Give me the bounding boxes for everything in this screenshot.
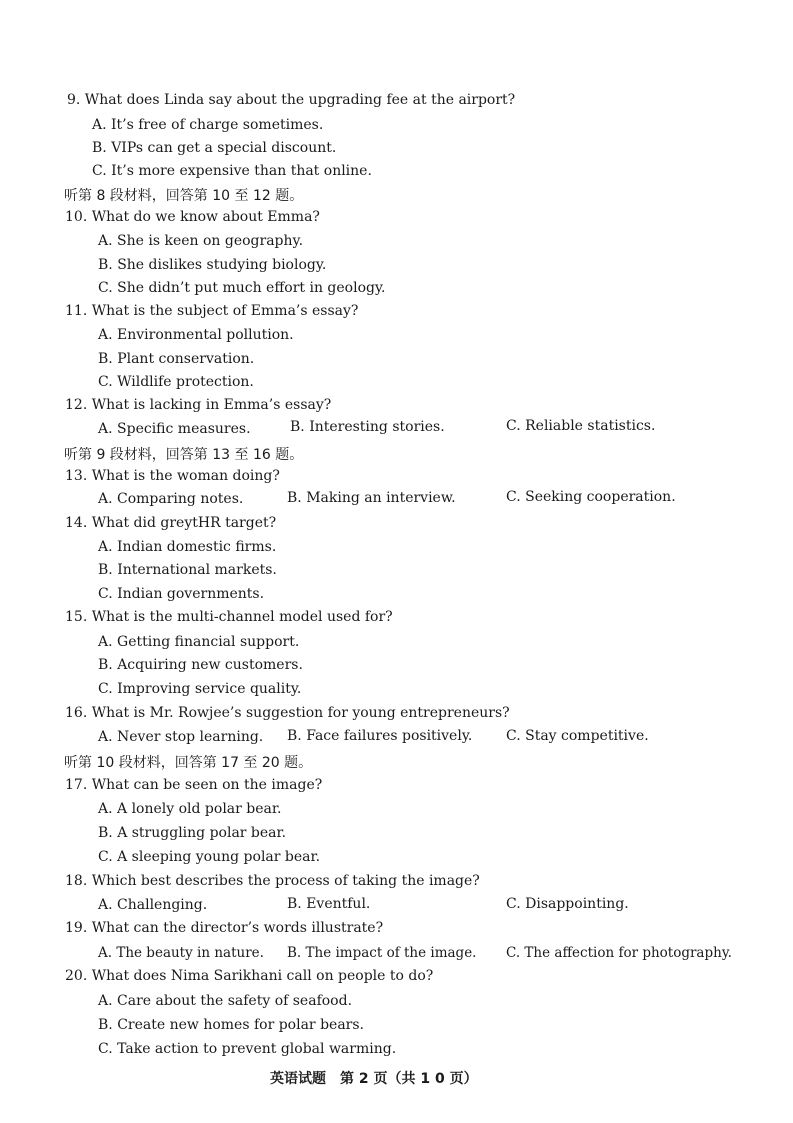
section-10-heading: 听第 10 段材料，回答第 17 至 20 题。 [64, 755, 313, 771]
question-19-option-b: B. The impact of the image. [287, 945, 477, 961]
question-17-option-b: B. A struggling polar bear. [98, 825, 287, 841]
question-12-option-a: A. Specific measures. [98, 421, 251, 437]
question-11-option-a: A. Environmental pollution. [98, 327, 294, 343]
question-13-option-b: B. Making an interview. [287, 490, 456, 506]
question-19-option-c: C. The affection for photography. [506, 945, 732, 961]
question-19-stem: 19. What can the director’s words illustrate? [65, 920, 384, 936]
question-20-option-b: B. Create new homes for polar bears. [98, 1017, 364, 1033]
question-14-option-a: A. Indian domestic firms. [98, 539, 277, 555]
question-18-option-a: A. Challenging. [98, 897, 208, 913]
question-16-option-c: C. Stay competitive. [506, 728, 649, 744]
question-9-option-c: C. It’s more expensive than that online. [92, 163, 372, 179]
question-18-stem: 18. Which best describes the process of taking the image? [65, 873, 480, 889]
question-9-option-a: A. It’s free of charge sometimes. [92, 117, 324, 133]
section-8-heading: 听第 8 段材料，回答第 10 至 12 题。 [64, 188, 304, 204]
question-9-stem: 9. What does Linda say about the upgrading fee at the airport? [67, 92, 516, 108]
question-14-stem: 14. What did greytHR target? [65, 515, 277, 531]
question-20-stem: 20. What does Nima Sarikhani call on people to do? [65, 968, 434, 984]
question-12-stem: 12. What is lacking in Emma’s essay? [65, 397, 332, 413]
question-19-option-a: A. The beauty in nature. [98, 945, 264, 961]
question-16-option-a: A. Never stop learning. [98, 729, 264, 745]
question-15-stem: 15. What is the multi-channel model used for? [65, 609, 393, 625]
question-12-option-c: C. Reliable statistics. [506, 418, 656, 434]
question-17-option-c: C. A sleeping young polar bear. [98, 849, 321, 865]
question-13-stem: 13. What is the woman doing? [65, 468, 280, 484]
question-9-option-b: B. VIPs can get a special discount. [92, 140, 337, 156]
page-footer: 英语试题 第 2 页（共 1 0 页） [270, 1071, 478, 1087]
question-10-option-a: A. She is keen on geography. [98, 233, 304, 249]
section-9-heading: 听第 9 段材料，回答第 13 至 16 题。 [64, 447, 304, 463]
question-11-option-b: B. Plant conservation. [98, 351, 255, 367]
question-11-option-c: C. Wildlife protection. [98, 374, 254, 390]
question-15-option-c: C. Improving service quality. [98, 681, 302, 697]
question-18-option-b: B. Eventful. [287, 896, 371, 912]
question-20-option-a: A. Care about the safety of seafood. [98, 993, 353, 1009]
question-14-option-c: C. Indian governments. [98, 586, 265, 602]
question-20-option-c: C. Take action to prevent global warming. [98, 1041, 397, 1057]
question-12-option-b: B. Interesting stories. [290, 419, 445, 435]
question-18-option-c: C. Disappointing. [506, 896, 629, 912]
question-14-option-b: B. International markets. [98, 562, 277, 578]
question-15-option-a: A. Getting financial support. [98, 634, 300, 650]
question-11-stem: 11. What is the subject of Emma’s essay? [65, 303, 359, 319]
question-13-option-a: A. Comparing notes. [98, 491, 244, 507]
question-17-option-a: A. A lonely old polar bear. [98, 801, 282, 817]
question-17-stem: 17. What can be seen on the image? [65, 777, 323, 793]
question-13-option-c: C. Seeking cooperation. [506, 489, 676, 505]
question-16-stem: 16. What is Mr. Rowjee’s suggestion for young entrepreneurs? [65, 705, 510, 721]
question-10-option-b: B. She dislikes studying biology. [98, 257, 327, 273]
question-15-option-b: B. Acquiring new customers. [98, 657, 303, 673]
question-16-option-b: B. Face failures positively. [287, 728, 473, 744]
question-10-stem: 10. What do we know about Emma? [65, 209, 320, 225]
question-10-option-c: C. She didn’t put much effort in geology. [98, 280, 386, 296]
